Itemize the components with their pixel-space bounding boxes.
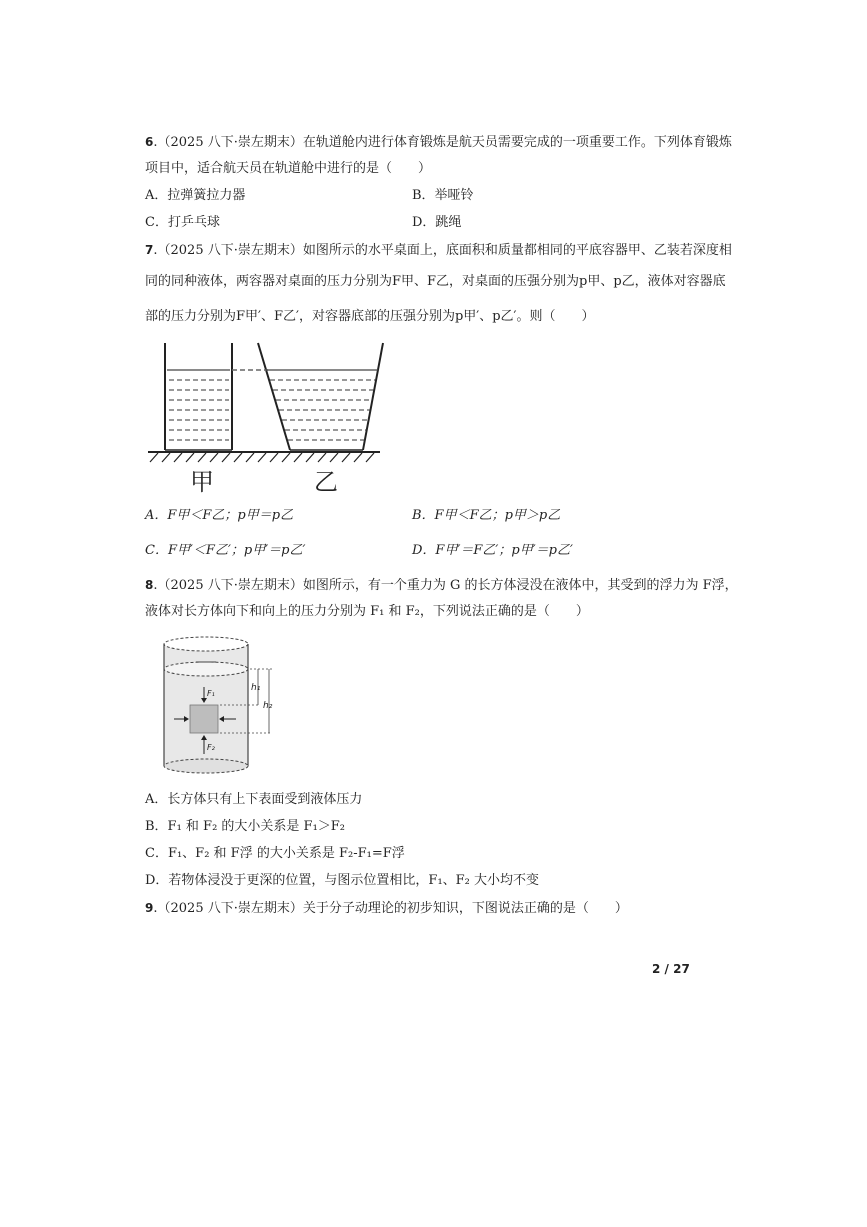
q8-option-b: B．F₁ 和 F₂ 的大小关系是 F₁＞F₂ — [145, 819, 346, 834]
q7-stem-line3: 部的压力分别为F甲′、F乙′，对容器底部的压强分别为p甲′、p乙′。则（ ） — [145, 309, 595, 324]
q7-number: 7 — [145, 243, 154, 257]
q8-f1-label: F₁ — [207, 689, 215, 698]
q9-stem-line1: 9.（2025 八下·崇左期末）关于分子动理论的初步知识，下图说法正确的是（ ） — [145, 901, 628, 916]
q7-containers-figure — [140, 338, 390, 498]
q8-cylinder-figure — [158, 632, 288, 777]
q6-option-d: D．跳绳 — [412, 215, 462, 230]
q8-stem-text1: 如图所示，有一个重力为 G 的长方体浸没在液体中，其受到的浮力为 F浮， — [302, 578, 738, 593]
q7-label-left: 甲 — [190, 468, 214, 496]
q7-option-b: B．F甲＜F乙；p甲＞p乙 — [412, 508, 561, 523]
q7-tag: （2025 八下·崇左期末） — [157, 243, 303, 258]
q8-tag: （2025 八下·崇左期末） — [157, 578, 303, 593]
q6-tag: （2025 八下·崇左期末） — [157, 135, 303, 150]
q7-option-c: C．F甲′＜F乙′；p甲′＝p乙′ — [145, 543, 306, 558]
q8-h1-label: h₁ — [251, 683, 261, 693]
q6-stem-text1: 在轨道舱内进行体育锻炼是航天员需要完成的一项重要工作。下列体育锻炼 — [302, 135, 732, 150]
q8-number: 8 — [145, 578, 154, 592]
q6-number: 6 — [145, 135, 154, 149]
q8-option-d: D．若物体浸没于更深的位置，与图示位置相比，F₁、F₂ 大小均不变 — [145, 873, 540, 888]
q7-stem-line2: 同的同种液体，两容器对桌面的压力分别为F甲、F乙，对桌面的压强分别为p甲、p乙，液体对容器底 — [145, 274, 726, 289]
q7-label-right: 乙 — [314, 468, 338, 496]
q7-stem-text1: 如图所示的水平桌面上，底面积和质量都相同的平底容器甲、乙装若深度相 — [302, 243, 732, 258]
q8-stem-line2: 液体对长方体向下和向上的压力分别为 F₁ 和 F₂，下列说法正确的是（ ） — [145, 604, 589, 619]
page-number: 2 / 27 — [652, 962, 690, 976]
q7-option-d: D．F甲′＝F乙′；p甲′＝p乙′ — [412, 543, 573, 558]
q8-stem-line1: 8.（2025 八下·崇左期末）如图所示，有一个重力为 G 的长方体浸没在液体中，其受到的浮力为 F浮， — [145, 578, 738, 593]
q6-stem-line1: 6.（2025 八下·崇左期末）在轨道舱内进行体育锻炼是航天员需要完成的一项重要工作。下列体育锻炼 — [145, 135, 732, 150]
q6-stem-line2: 项目中，适合航天员在轨道舱中进行的是（ ） — [145, 161, 432, 176]
q9-number: 9 — [145, 901, 154, 915]
q6-option-b: B．举哑铃 — [412, 188, 474, 203]
q6-option-c: C．打乒乓球 — [145, 215, 220, 230]
q8-option-a: A．长方体只有上下表面受到液体压力 — [145, 792, 363, 807]
q7-option-a: A．F甲＜F乙；p甲＝p乙 — [145, 508, 294, 523]
q8-f2-label: F₂ — [207, 743, 215, 752]
q8-option-c: C．F₁、F₂ 和 F浮 的大小关系是 F₂-F₁=F浮 — [145, 846, 405, 861]
q8-h2-label: h₂ — [263, 701, 273, 711]
q9-stem-text1: 关于分子动理论的初步知识，下图说法正确的是（ ） — [302, 901, 628, 916]
q9-tag: （2025 八下·崇左期末） — [157, 901, 303, 916]
q7-stem-line1: 7.（2025 八下·崇左期末）如图所示的水平桌面上，底面积和质量都相同的平底容器甲、乙装若深度相 — [145, 243, 732, 258]
q6-option-a: A．拉弹簧拉力器 — [145, 188, 246, 203]
